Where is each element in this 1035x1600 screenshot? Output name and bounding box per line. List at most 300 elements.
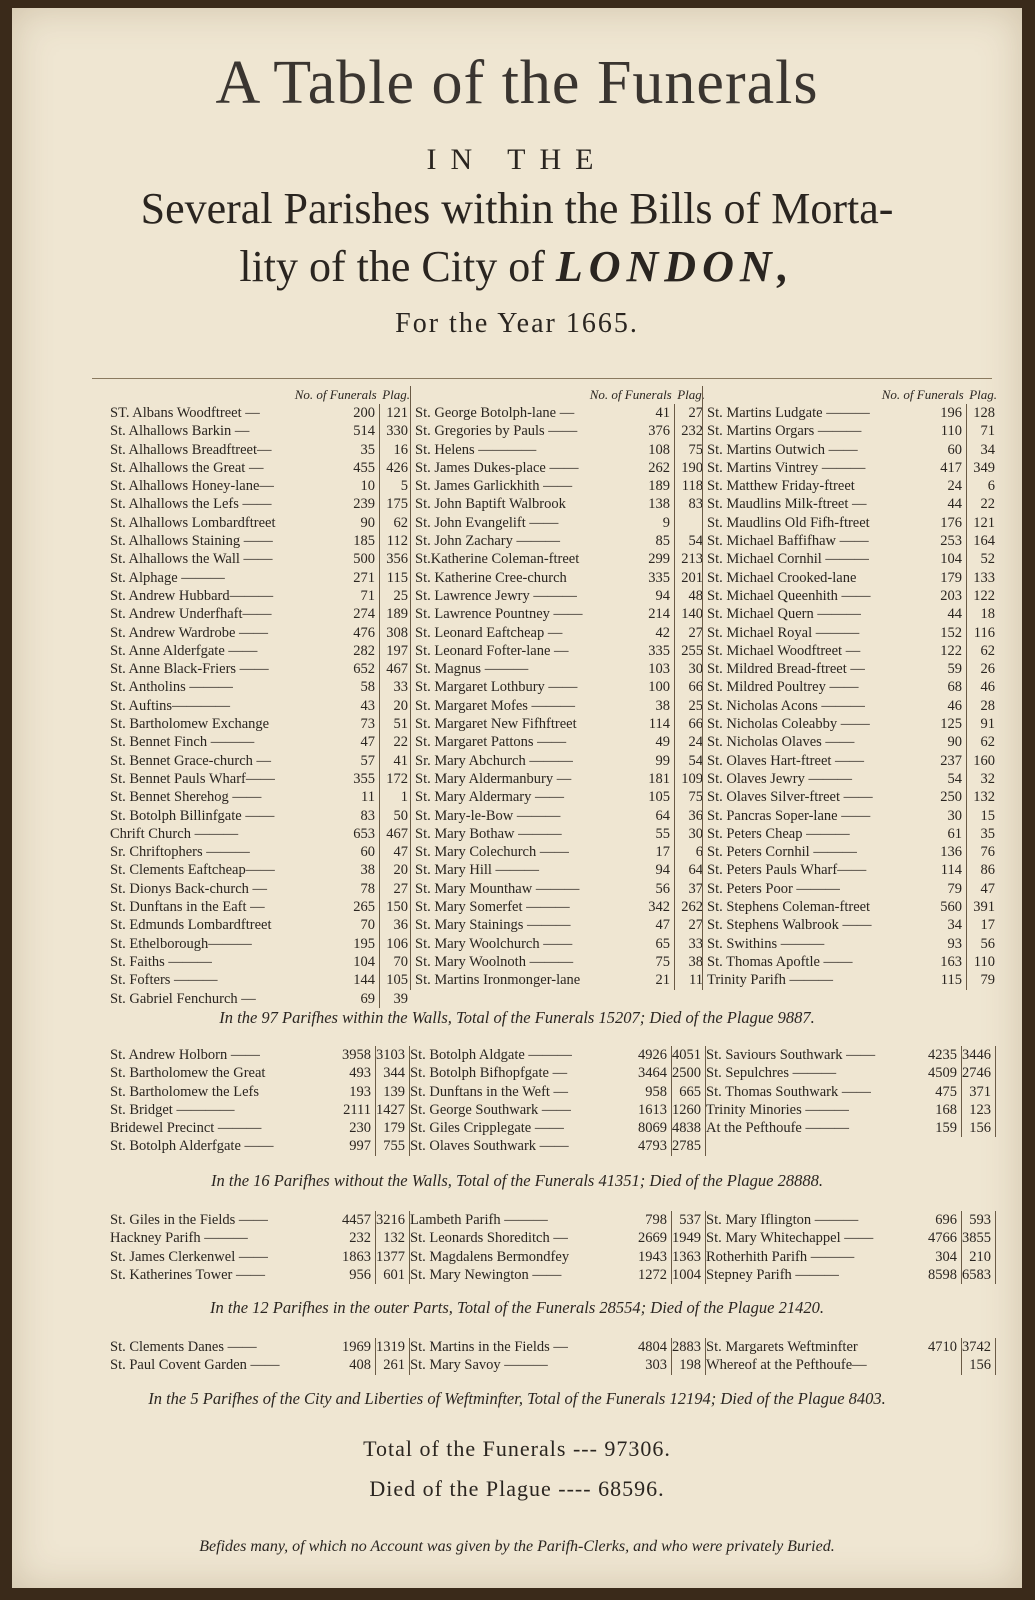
funerals-count: 230 bbox=[334, 1119, 376, 1137]
funerals-count: 8598 bbox=[920, 1266, 962, 1284]
parish-name: St. Mary Newington —— bbox=[410, 1266, 562, 1283]
funerals-count: 24 bbox=[927, 477, 967, 495]
plague-count: 105 bbox=[386, 972, 408, 989]
plague-count: 18 bbox=[980, 606, 995, 623]
plague-count: 27 bbox=[393, 880, 408, 897]
plague-count: 156 bbox=[962, 1119, 996, 1137]
funerals-count: 104 bbox=[927, 550, 967, 568]
plague-count: 122 bbox=[973, 587, 995, 604]
parish-name: St. Alhallows Lombardftreet bbox=[110, 514, 276, 531]
table-row bbox=[706, 1338, 996, 1356]
parish-name: St. Alhallows the Lefs —— bbox=[110, 496, 272, 513]
parish-name: St. Margaret Pattons —— bbox=[415, 734, 567, 751]
parish-name: St. Olaves Southwark —— bbox=[410, 1138, 569, 1155]
plague-count: 91 bbox=[980, 716, 995, 733]
parish-name: St. Peters Pauls Wharf—— bbox=[707, 862, 867, 879]
table-row bbox=[415, 752, 705, 770]
plague-count: 20 bbox=[393, 862, 408, 879]
column-header bbox=[707, 386, 997, 404]
plague-count: 33 bbox=[688, 935, 703, 952]
parish-name: St. Bridget ———— bbox=[110, 1101, 235, 1118]
plague-count: 30 bbox=[688, 661, 703, 678]
table-row bbox=[110, 477, 410, 495]
plague-count: 330 bbox=[386, 423, 408, 440]
plague-count: 79 bbox=[980, 972, 995, 989]
table-row bbox=[706, 1064, 996, 1082]
funerals-count: 93 bbox=[927, 935, 967, 953]
funerals-count: 100 bbox=[635, 678, 675, 696]
table-row bbox=[707, 441, 997, 459]
funerals-count: 189 bbox=[635, 477, 675, 495]
parish-name: St. Martins Outwich —— bbox=[707, 441, 858, 458]
table-row bbox=[415, 624, 705, 642]
funerals-count: 79 bbox=[927, 880, 967, 898]
parish-name: St. Botolph Billinfgate —— bbox=[110, 807, 275, 824]
funerals-count: 303 bbox=[630, 1356, 672, 1374]
parish-name: St. Faiths ——— bbox=[110, 953, 212, 970]
funerals-count: 163 bbox=[927, 953, 967, 971]
westminster-column-2 bbox=[410, 1338, 706, 1375]
funerals-count: 43 bbox=[340, 697, 380, 715]
funerals-count: 30 bbox=[927, 807, 967, 825]
parish-name: St. Margaret Mofes ——— bbox=[415, 697, 576, 714]
plague-count: 132 bbox=[376, 1229, 410, 1247]
plague-count: 32 bbox=[980, 770, 995, 787]
table-row bbox=[415, 495, 705, 513]
parish-name: St. Thomas Southwark —— bbox=[706, 1083, 871, 1100]
parish-name: St. Martins Vintrey ——— bbox=[707, 459, 866, 476]
parish-name: St. Olaves Silver-ftreet —— bbox=[707, 789, 873, 806]
parish-name: St. Antholins ——— bbox=[110, 679, 233, 696]
funerals-count: 179 bbox=[927, 569, 967, 587]
parish-name: St.Katherine Coleman-ftreet bbox=[415, 551, 580, 568]
funerals-count: 798 bbox=[630, 1211, 672, 1229]
funerals-count: 203 bbox=[927, 587, 967, 605]
funerals-count: 4766 bbox=[920, 1229, 962, 1247]
parish-name: Trinity Parifh ——— bbox=[707, 972, 833, 989]
table-row bbox=[415, 477, 705, 495]
table-row bbox=[707, 422, 997, 440]
funerals-count: 59 bbox=[927, 660, 967, 678]
without-walls-column-2 bbox=[410, 1046, 706, 1156]
plague-count: 426 bbox=[386, 459, 408, 476]
plague-count: 6 bbox=[695, 844, 703, 861]
top-rule bbox=[92, 378, 992, 379]
funerals-count: 136 bbox=[927, 843, 967, 861]
plague-count: 128 bbox=[973, 405, 995, 421]
table-row bbox=[707, 642, 997, 660]
plague-count: 198 bbox=[672, 1356, 706, 1374]
funerals-count: 335 bbox=[635, 569, 675, 587]
parish-name: St. Mary Aldermanbury — bbox=[415, 770, 572, 787]
table-row bbox=[110, 1101, 410, 1119]
funerals-count: 103 bbox=[635, 660, 675, 678]
table-row bbox=[707, 715, 997, 733]
plague-count: 54 bbox=[688, 533, 703, 550]
funerals-count: 105 bbox=[635, 788, 675, 806]
plague-count: 54 bbox=[688, 752, 703, 769]
plague-count: 20 bbox=[393, 697, 408, 714]
parish-name: St. Margarets Weftminfter bbox=[706, 1339, 858, 1355]
funerals-count: 34 bbox=[927, 916, 967, 934]
parish-name: St. Olaves Hart-ftreet —— bbox=[707, 752, 865, 769]
funerals-count: 200 bbox=[340, 404, 380, 422]
plague-count: 27 bbox=[688, 405, 703, 421]
table-row bbox=[707, 495, 997, 513]
header-plague: Plag. bbox=[677, 387, 705, 402]
table-row bbox=[415, 569, 705, 587]
parish-name: St. Botolph Aldgate ——— bbox=[410, 1047, 572, 1063]
parish-name: St. Sepulchres ——— bbox=[706, 1065, 837, 1082]
parish-name: St. Peters Poor ——— bbox=[707, 880, 840, 897]
plague-count: 356 bbox=[386, 551, 408, 568]
table-row bbox=[707, 624, 997, 642]
parish-name: St. James Dukes-place —— bbox=[415, 459, 579, 476]
table-row bbox=[410, 1338, 706, 1356]
funerals-count: 55 bbox=[635, 825, 675, 843]
plague-count: 349 bbox=[973, 459, 995, 476]
plague-count: 28 bbox=[980, 697, 995, 714]
plague-count: 121 bbox=[973, 514, 995, 531]
plague-count: 37 bbox=[688, 880, 703, 897]
parish-name: St. Dunftans in the Weft — bbox=[410, 1083, 569, 1100]
funerals-count: 21 bbox=[635, 971, 675, 989]
table-row bbox=[110, 569, 410, 587]
table-row bbox=[415, 770, 705, 788]
parish-name: St. Alhallows the Wall —— bbox=[110, 551, 273, 568]
funerals-count: 195 bbox=[340, 935, 380, 953]
plague-count: 172 bbox=[386, 770, 408, 787]
plague-count: 39 bbox=[393, 990, 408, 1007]
column-header bbox=[415, 386, 705, 404]
table-row bbox=[415, 807, 705, 825]
table-row bbox=[110, 422, 410, 440]
table-row bbox=[110, 1356, 410, 1374]
plague-count: 27 bbox=[688, 624, 703, 641]
funerals-count: 8069 bbox=[630, 1119, 672, 1137]
table-row bbox=[110, 971, 410, 989]
table-row bbox=[110, 1083, 410, 1101]
plague-count: 344 bbox=[376, 1064, 410, 1082]
plague-count: 308 bbox=[386, 624, 408, 641]
outer-parts-summary: In the 12 Parifhes in the outer Parts, Total of the Funerals 28554; Died of the Plague 21420. bbox=[210, 1298, 824, 1317]
funerals-count: 262 bbox=[635, 459, 675, 477]
parish-name: St. Bartholomew the Lefs bbox=[110, 1083, 260, 1100]
parish-name: St. Bennet Grace-church — bbox=[110, 752, 272, 769]
plague-count: 66 bbox=[688, 679, 703, 696]
parish-name: St. John Zachary ——— bbox=[415, 533, 560, 550]
parish-name: St. James Garlickhith —— bbox=[415, 478, 573, 495]
parish-name: Sr. Chriftophers ——— bbox=[110, 844, 250, 861]
parish-name: St. Stephens Walbrook —— bbox=[707, 917, 872, 934]
funerals-count: 168 bbox=[920, 1101, 962, 1119]
funerals-count: 71 bbox=[340, 587, 380, 605]
parish-name: St. Michael Quern ——— bbox=[707, 606, 861, 623]
table-row bbox=[110, 1229, 410, 1247]
parish-name: St. Nicholas Acons ——— bbox=[707, 697, 865, 714]
title-in-the: IN THE bbox=[426, 143, 608, 176]
parish-name: Sr. Mary Abchurch ——— bbox=[415, 752, 573, 769]
subtitle-line-2 bbox=[12, 238, 1022, 296]
plague-count: 30 bbox=[688, 825, 703, 842]
plague-count: 86 bbox=[980, 862, 995, 879]
parish-name: St. James Clerkenwel —— bbox=[110, 1248, 268, 1265]
table-row bbox=[110, 825, 410, 843]
funerals-count: 4926 bbox=[630, 1046, 672, 1064]
table-row bbox=[707, 587, 997, 605]
table-row bbox=[415, 550, 705, 568]
header-plague: Plag. bbox=[969, 387, 997, 402]
plague-count: 50 bbox=[393, 807, 408, 824]
plague-count: 71 bbox=[980, 423, 995, 440]
funerals-count: 17 bbox=[635, 843, 675, 861]
plague-count: 121 bbox=[386, 405, 408, 421]
table-row bbox=[707, 550, 997, 568]
parish-name: St. Leonard Eaftcheap — bbox=[415, 624, 563, 641]
plague-count: 2883 bbox=[672, 1338, 706, 1356]
plague-count: 371 bbox=[962, 1083, 996, 1101]
table-row bbox=[110, 953, 410, 971]
table-row bbox=[415, 880, 705, 898]
funerals-count: 42 bbox=[635, 624, 675, 642]
parish-name: Stepney Parifh ——— bbox=[706, 1266, 839, 1283]
table-row bbox=[110, 642, 410, 660]
parish-name: St. Giles in the Fields —— bbox=[110, 1212, 268, 1228]
table-row bbox=[110, 843, 410, 861]
westminster-summary: In the 5 Parifhes of the City and Liberties of Weftminfter, Total of the Funerals 12194; Died of the Plague 8403. bbox=[148, 1389, 886, 1408]
funerals-count: 4804 bbox=[630, 1338, 672, 1356]
funerals-count: 35 bbox=[340, 441, 380, 459]
table-row bbox=[706, 1356, 996, 1374]
table-row bbox=[415, 843, 705, 861]
funerals-count: 4457 bbox=[334, 1211, 376, 1229]
plague-count: 110 bbox=[973, 953, 995, 970]
table-row bbox=[110, 678, 410, 696]
plague-count: 1949 bbox=[672, 1229, 706, 1247]
parish-name: St. Mary Aldermary —— bbox=[415, 789, 565, 806]
table-row bbox=[410, 1356, 706, 1374]
funerals-count: 1863 bbox=[334, 1248, 376, 1266]
funerals-count: 476 bbox=[340, 624, 380, 642]
funerals-count: 2669 bbox=[630, 1229, 672, 1247]
parish-name: St. Katherine Cree-church bbox=[415, 569, 567, 586]
plague-count: 4051 bbox=[672, 1046, 706, 1064]
funerals-count: 4235 bbox=[920, 1046, 962, 1064]
plague-count: 213 bbox=[681, 551, 703, 568]
parish-name: St. Michael Queenhith —— bbox=[707, 587, 871, 604]
plague-count: 1319 bbox=[376, 1338, 410, 1356]
parish-name: St. Mary Woolchurch —— bbox=[415, 935, 573, 952]
funerals-count: 653 bbox=[340, 825, 380, 843]
plague-count: 115 bbox=[386, 569, 408, 586]
funerals-count: 304 bbox=[920, 1248, 962, 1266]
table-row bbox=[110, 715, 410, 733]
table-row bbox=[707, 916, 997, 934]
table-row bbox=[707, 477, 997, 495]
parish-name: St. Nicholas Coleabby —— bbox=[707, 716, 870, 733]
parish-name: St. Saviours Southwark —— bbox=[706, 1047, 876, 1063]
plague-count: 6 bbox=[987, 478, 995, 495]
table-row bbox=[110, 1211, 410, 1229]
plague-count: 3103 bbox=[376, 1046, 410, 1064]
parish-name: St. Mary Iflington ——— bbox=[706, 1212, 859, 1228]
funerals-count: 455 bbox=[340, 459, 380, 477]
funerals-count: 2111 bbox=[334, 1101, 376, 1119]
plague-count: 25 bbox=[688, 697, 703, 714]
plague-count: 1 bbox=[400, 789, 408, 806]
funerals-count: 1969 bbox=[334, 1338, 376, 1356]
outer-parts-column-3 bbox=[706, 1211, 996, 1284]
funerals-count: 57 bbox=[340, 752, 380, 770]
parish-name: St. George Southwark —— bbox=[410, 1101, 571, 1118]
total-funerals: Total of the Funerals --- 97306. bbox=[363, 1436, 671, 1461]
plague-count: 4838 bbox=[672, 1119, 706, 1137]
table-row bbox=[707, 788, 997, 806]
plague-count: 38 bbox=[688, 953, 703, 970]
funerals-count: 70 bbox=[340, 916, 380, 934]
year-line: For the Year 1665. bbox=[395, 308, 639, 339]
funerals-count: 104 bbox=[340, 953, 380, 971]
funerals-count: 38 bbox=[635, 697, 675, 715]
table-row bbox=[707, 861, 997, 879]
parish-name: St. Margaret Lothbury —— bbox=[415, 679, 578, 696]
parish-name: St. Anne Black-Friers —— bbox=[110, 661, 269, 678]
plague-count: 48 bbox=[688, 587, 703, 604]
funerals-count: 342 bbox=[635, 898, 675, 916]
parish-name: Rotherhith Parifh ——— bbox=[706, 1248, 855, 1265]
funerals-count: 956 bbox=[334, 1266, 376, 1284]
parish-name: St. Botolph Alderfgate —— bbox=[110, 1138, 274, 1155]
table-row bbox=[110, 807, 410, 825]
funerals-count: 1613 bbox=[630, 1101, 672, 1119]
parish-name: St. Anne Alderfgate —— bbox=[110, 642, 258, 659]
plague-count: 3855 bbox=[962, 1229, 996, 1247]
plague-count: 2746 bbox=[962, 1064, 996, 1082]
table-row bbox=[110, 916, 410, 934]
parish-name: St. Botolph Bifhopfgate — bbox=[410, 1065, 568, 1082]
parish-name: St. Michael Crooked-lane bbox=[707, 569, 857, 586]
parish-name: St. Edmunds Lombardftreet bbox=[110, 917, 272, 934]
plague-count: 17 bbox=[980, 917, 995, 934]
parish-name: St. Mildred Poultrey —— bbox=[707, 679, 859, 696]
westminster-column-3 bbox=[706, 1338, 996, 1375]
plague-count: 33 bbox=[393, 679, 408, 696]
parish-name: St. Alhallows Breadftreet— bbox=[110, 441, 272, 458]
table-row bbox=[410, 1083, 706, 1101]
plague-count: 160 bbox=[973, 752, 995, 769]
parish-name: St. George Botolph-lane — bbox=[415, 405, 575, 421]
table-row bbox=[110, 404, 410, 422]
table-row bbox=[110, 532, 410, 550]
funerals-count: 4793 bbox=[630, 1137, 672, 1155]
plague-count: 755 bbox=[376, 1137, 410, 1155]
table-row bbox=[707, 953, 997, 971]
parish-name: St. Paul Covent Garden —— bbox=[110, 1357, 280, 1374]
plague-count: 24 bbox=[688, 734, 703, 751]
parish-name: St. Maudlins Old Fifh-ftreet bbox=[707, 514, 870, 531]
parish-name: St. Margaret New Fifhftreet bbox=[415, 716, 577, 733]
plague-count: 201 bbox=[681, 569, 703, 586]
plague-count: 25 bbox=[393, 587, 408, 604]
table-row bbox=[110, 788, 410, 806]
table-row bbox=[707, 880, 997, 898]
funerals-count: 125 bbox=[927, 715, 967, 733]
plague-count: 391 bbox=[973, 899, 995, 916]
plague-count: 22 bbox=[980, 496, 995, 513]
funerals-count: 958 bbox=[630, 1083, 672, 1101]
plague-count: 261 bbox=[376, 1356, 410, 1374]
funerals-count: 73 bbox=[340, 715, 380, 733]
parish-name: St. Peters Cornhil ——— bbox=[707, 844, 857, 861]
funerals-count: 64 bbox=[635, 807, 675, 825]
parish-name: St. Clements Eaftcheap—— bbox=[110, 862, 275, 879]
table-row bbox=[415, 404, 705, 422]
funerals-count: 274 bbox=[340, 605, 380, 623]
funerals-count: 355 bbox=[340, 770, 380, 788]
plague-count: 255 bbox=[681, 642, 703, 659]
funerals-count: 58 bbox=[340, 678, 380, 696]
plague-count: 41 bbox=[393, 752, 408, 769]
funerals-count: 282 bbox=[340, 642, 380, 660]
table-row bbox=[707, 770, 997, 788]
plague-count: 190 bbox=[681, 459, 703, 476]
funerals-count: 10 bbox=[340, 477, 380, 495]
table-row bbox=[410, 1046, 706, 1064]
subtitle bbox=[12, 180, 1022, 296]
parish-name: St. Olaves Jewry ——— bbox=[707, 770, 852, 787]
funerals-count: 41 bbox=[635, 404, 675, 422]
plague-count: 156 bbox=[962, 1356, 996, 1374]
funerals-count: 75 bbox=[635, 953, 675, 971]
funerals-count: 122 bbox=[927, 642, 967, 660]
funerals-count: 90 bbox=[340, 514, 380, 532]
plague-count: 56 bbox=[980, 935, 995, 952]
table-row bbox=[415, 898, 705, 916]
table-row bbox=[110, 1338, 410, 1356]
table-row bbox=[410, 1137, 706, 1155]
table-row bbox=[110, 660, 410, 678]
plague-count: 3216 bbox=[376, 1211, 410, 1229]
table-row bbox=[410, 1064, 706, 1082]
funerals-count: 214 bbox=[635, 605, 675, 623]
parish-name: St. Bartholomew Exchange bbox=[110, 716, 270, 733]
table-row bbox=[110, 733, 410, 751]
table-row bbox=[707, 605, 997, 623]
parish-name: St. Andrew Hubbard——— bbox=[110, 587, 274, 604]
plague-count: 66 bbox=[688, 716, 703, 733]
parish-name: St. Katherines Tower —— bbox=[110, 1266, 265, 1283]
funerals-count: 3464 bbox=[630, 1064, 672, 1082]
plague-count: 118 bbox=[681, 478, 703, 495]
within-walls-column-2 bbox=[410, 386, 705, 990]
parish-name: St. Martins Orgars ——— bbox=[707, 423, 862, 440]
funerals-count: 47 bbox=[635, 916, 675, 934]
table-row bbox=[415, 678, 705, 696]
funerals-count: 335 bbox=[635, 642, 675, 660]
funerals-count: 44 bbox=[927, 495, 967, 513]
funerals-count: 110 bbox=[927, 422, 967, 440]
table-row bbox=[110, 459, 410, 477]
funerals-count: 138 bbox=[635, 495, 675, 513]
funerals-count: 46 bbox=[927, 697, 967, 715]
parish-name: St. Martins in the Fields — bbox=[410, 1339, 568, 1355]
funerals-count: 475 bbox=[920, 1083, 962, 1101]
table-row bbox=[707, 697, 997, 715]
funerals-count: 237 bbox=[927, 752, 967, 770]
plague-count: 1260 bbox=[672, 1101, 706, 1119]
table-row bbox=[707, 532, 997, 550]
table-row bbox=[707, 807, 997, 825]
